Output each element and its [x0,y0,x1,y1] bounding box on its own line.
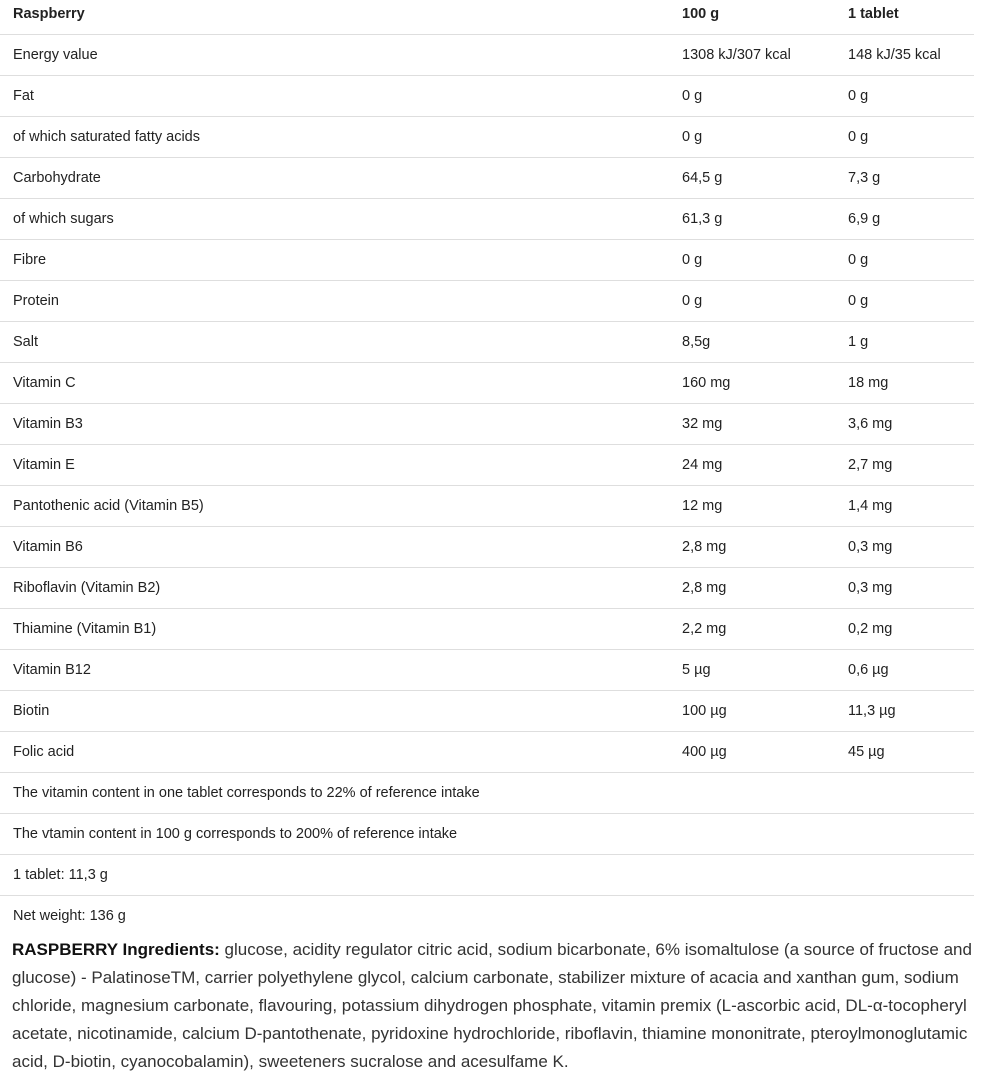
value-per-tablet: 148 kJ/35 kcal [835,34,974,75]
table-row [0,690,974,731]
value-per-100g: 0 g [669,116,835,157]
table-row [0,239,974,280]
value-per-tablet: 1,4 mg [835,485,974,526]
ingredients-text: glucose, acidity regulator citric acid, sodium bicarbonate, 6% isomaltulose (a source of fructose and glucose) - PalatinoseTM, carrier polyethylene glycol, calcium carbonate, stabilizer mixture of acacia and xanthan gum, sodium chloride, magnesium carbonate, flavouring, potassium dihydrogen phosphate, vitamin premix (L-ascorbic acid, DL-α-tocopheryl acetate, nicotinamide, calcium D-pantothenate, pyridoxine hydrochloride, riboflavin, thiamine mononitrate, pteroylmonoglutamic acid, D-biotin, cyanocobalamin), sweeteners sucralose and acesulfame K. [12,940,972,1071]
table-header-row [0,0,974,34]
value-per-100g: 64,5 g [669,157,835,198]
nutrient-name: Vitamin E [0,444,669,485]
value-per-tablet: 0,2 mg [835,608,974,649]
nutrient-name: Vitamin B3 [0,403,669,444]
value-per-100g: 2,8 mg [669,567,835,608]
table-row [0,444,974,485]
nutrient-name: Vitamin B12 [0,649,669,690]
value-per-100g: 2,8 mg [669,526,835,567]
value-per-tablet: 0 g [835,116,974,157]
nutrient-name: Energy value [0,34,669,75]
table-row [0,649,974,690]
value-per-100g: 8,5g [669,321,835,362]
table-row [0,198,974,239]
value-per-tablet: 18 mg [835,362,974,403]
table-row [0,75,974,116]
table-row [0,526,974,567]
note-text: The vtamin content in 100 g corresponds to 200% of reference intake [0,813,974,854]
nutrient-name: Fibre [0,239,669,280]
value-per-100g: 32 mg [669,403,835,444]
table-row [0,485,974,526]
value-per-tablet: 7,3 g [835,157,974,198]
nutrient-name: Pantothenic acid (Vitamin B5) [0,485,669,526]
value-per-tablet: 45 µg [835,731,974,772]
nutrient-name: Biotin [0,690,669,731]
header-per-tablet: 1 tablet [835,0,974,34]
table-row [0,567,974,608]
note-row [0,772,974,813]
nutrient-name: Vitamin B6 [0,526,669,567]
value-per-100g: 5 µg [669,649,835,690]
nutrient-name: Protein [0,280,669,321]
value-per-100g: 400 µg [669,731,835,772]
header-per-100g: 100 g [669,0,835,34]
value-per-tablet: 2,7 mg [835,444,974,485]
header-product: Raspberry [0,0,669,34]
value-per-100g: 12 mg [669,485,835,526]
nutrient-name: of which saturated fatty acids [0,116,669,157]
ingredients-paragraph [12,936,982,1076]
nutrient-name: Riboflavin (Vitamin B2) [0,567,669,608]
table-row [0,34,974,75]
value-per-100g: 24 mg [669,444,835,485]
value-per-tablet: 0 g [835,75,974,116]
value-per-100g: 1308 kJ/307 kcal [669,34,835,75]
value-per-tablet: 3,6 mg [835,403,974,444]
note-row [0,895,974,936]
note-text: 1 tablet: 11,3 g [0,854,974,895]
table-row [0,403,974,444]
note-row [0,813,974,854]
value-per-tablet: 6,9 g [835,198,974,239]
value-per-100g: 2,2 mg [669,608,835,649]
ingredients-label: RASPBERRY Ingredients: [12,940,220,959]
value-per-tablet: 11,3 µg [835,690,974,731]
nutrient-name: Carbohydrate [0,157,669,198]
value-per-100g: 0 g [669,280,835,321]
note-text: Net weight: 136 g [13,907,126,924]
nutrient-name: Vitamin C [0,362,669,403]
nutrient-name: Thiamine (Vitamin B1) [0,608,669,649]
value-per-tablet: 0,3 mg [835,567,974,608]
value-per-tablet: 0,3 mg [835,526,974,567]
table-row [0,731,974,772]
nutrient-name: of which sugars [0,198,669,239]
value-per-tablet: 0 g [835,280,974,321]
note-row [0,854,974,895]
table-row [0,116,974,157]
value-per-100g: 160 mg [669,362,835,403]
table-row [0,157,974,198]
table-row [0,321,974,362]
value-per-100g: 0 g [669,239,835,280]
nutrient-name: Fat [0,75,669,116]
value-per-100g: 100 µg [669,690,835,731]
value-per-tablet: 1 g [835,321,974,362]
value-per-100g: 0 g [669,75,835,116]
nutrient-name: Salt [0,321,669,362]
value-per-100g: 61,3 g [669,198,835,239]
nutrition-rows [0,34,974,936]
note-text: The vitamin content in one tablet corresponds to 22% of reference intake [0,772,974,813]
nutrient-name: Folic acid [0,731,669,772]
table-row [0,280,974,321]
table-row [0,608,974,649]
value-per-tablet: 0 g [835,239,974,280]
table-row [0,362,974,403]
value-per-tablet: 0,6 µg [835,649,974,690]
